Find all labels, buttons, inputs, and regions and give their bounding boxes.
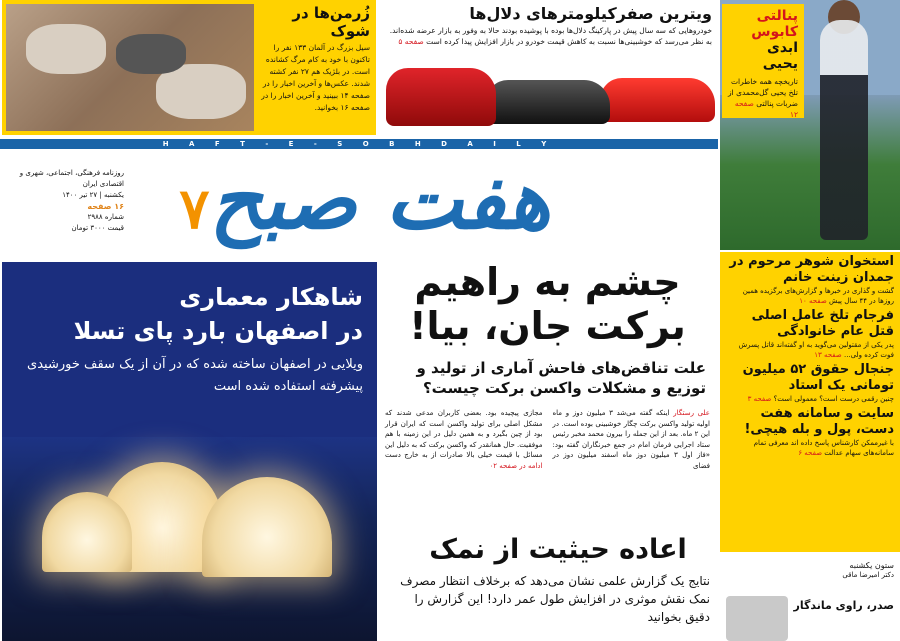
villa-dome	[42, 492, 132, 572]
news-item-title: فرجام تلخ عامل اصلی قتل عام خانوادگی	[751, 308, 894, 339]
lead-author: علی رستگار	[673, 409, 710, 417]
salt-story[interactable]	[385, 522, 710, 626]
column-label: ستون یکشنبه	[849, 561, 894, 570]
cars-teaser-body: خودروهایی که سه سال پیش در پارکینگ دلال‌ها بوده با پوشیده بودند حالا به وفور به بازار عرضه شده‌اند. به نظر می‌رسد که خوشبینی‌ها نسبت به کاهش قیمت خودرو در بازار افزایش پیدا کرده است	[389, 26, 712, 46]
lead-story[interactable]	[385, 260, 710, 471]
flood-teaser-title: زُرمن‌ها در شوک	[292, 4, 370, 40]
feature-title-1: شاهکار معماری	[179, 283, 363, 311]
feature-title-2: در اصفهان بارد پای تسلا	[73, 317, 363, 345]
author-avatar	[726, 596, 788, 641]
sport-teaser-box	[722, 4, 804, 118]
lead-col-2: مجازی پیچیده بود. بعضی کاربران مدعی شدند که مشکل اصلی برای تولید واکسن است که ایران قرار بود از چین بگیرد و به همین دلیل در این زمینه با هم موفقیت. حال همانقدر که واکسن برکت که به دلیل این مسائل با قیمت خیلی بالا صادرات از به خارج دست	[385, 409, 543, 459]
news-item-page: صفحه ۱۰	[799, 297, 827, 305]
issue-date: یکشنبه | ۲۷ تیر ۱۴۰۰	[62, 191, 124, 199]
column-title: صدر، راوی ماندگار	[793, 599, 894, 612]
news-item-body: پدر یکی از مقتولین می‌گوید به او گفته‌اند قاتل پسرش فوت کرده ولی...	[738, 341, 894, 359]
news-item-title: سایت و سامانه هفت دست، پول و بله هیچی!	[744, 406, 894, 437]
lead-subhead: علت تناقض‌های فاحش آماری از تولید و توزیع و مشکلات واکسن برکت چیست؟	[416, 359, 706, 397]
lead-col-1: اینکه گفته می‌شد ۳ میلیون دوز و ماه اولیه تولید واکسن برکت چگار خوشبینی بوده است. در این ۲ ماه. بعد از این جمله را بیرون محمد مخبر رئیس ستاد اجرایی فرمان امام در جمع خبرنگاران گفته بود: «فاز اول ۳ میلیون دوز ماه اسفند میلیون دوز در فضای	[552, 409, 710, 470]
news-item[interactable]	[726, 406, 894, 458]
black-sedan	[486, 80, 610, 124]
sport-teaser-page[interactable]: صفحه ۱۲	[734, 99, 798, 119]
red-sedan	[600, 78, 715, 122]
cars-teaser-page[interactable]: صفحه ۵	[398, 37, 424, 46]
issue-price: قیمت ۳۰۰۰ تومان	[71, 224, 124, 232]
overturned-car	[116, 34, 186, 74]
red-suv	[386, 68, 496, 126]
news-item-body: با غیرممکن کارشناس پاسخ داده اند معرفی تمام سامانه‌های سهام عدالت	[753, 439, 894, 457]
news-item-body: چنین رقمی درست است؟ معمولی است؟	[773, 395, 894, 403]
flood-teaser-body: سیل بزرگ در آلمان ۱۳۳ نفر را تاکنون با خود به کام مرگ کشانده است. در بلژیک هم ۲۷ نفر کشته شدند. عکس‌ها و آخرین اخبار را در صفحه ۱۴ ببینید و آخرین اخبار را در صفحه ۱۶ بخوانید.	[261, 43, 370, 112]
sport-teaser-body: تاریخچه همه خاطرات تلخ یحیی گل‌محمدی از ضربات پنالتی	[728, 77, 798, 108]
news-item[interactable]	[726, 362, 894, 404]
lead-headline-2: برکت جان، بیا!	[409, 304, 686, 348]
column-author: دکتر امیرضا ماقی	[842, 571, 894, 579]
lead-continued[interactable]: ادامه در صفحه ۰۲	[489, 461, 543, 470]
news-item-page: صفحه ۱۳	[814, 351, 842, 359]
lead-headline-1: چشم به راهیم	[414, 260, 681, 304]
news-item-body: گشت و گذاری در خبرها و گزارش‌های برگزیده همین روزها در ۴۴ سال پیش	[742, 287, 894, 305]
logo-text: هفت صبح	[209, 152, 551, 248]
flood-teaser[interactable]	[2, 0, 376, 135]
logo-seven: ۷	[179, 176, 210, 242]
architecture-feature[interactable]	[2, 262, 377, 641]
salt-headline: اعاده حیثیت از نمک	[429, 534, 687, 565]
page-count: ۱۶ صفحه	[87, 202, 124, 211]
sport-teaser-title-red: پنالتی کابوس	[751, 8, 798, 40]
salt-body: نتایج یک گزارش علمی نشان می‌دهد که برخلاف انتظار مصرف نمک نقش موثری در افزایش طول عمر دارد! این گزارش را دقیق بخوانید	[400, 574, 710, 624]
news-item[interactable]	[726, 254, 894, 306]
news-item-page: صفحه ۳	[747, 395, 772, 403]
masthead	[0, 150, 718, 250]
cars-teaser[interactable]	[378, 0, 718, 135]
news-item[interactable]	[726, 308, 894, 360]
cars-teaser-title: ویترین صفرکیلومترهای دلال‌ها	[469, 4, 712, 23]
issue-info	[4, 168, 124, 234]
sunday-column[interactable]	[720, 556, 900, 641]
coach-figure	[820, 20, 868, 240]
masthead-stripe: H A F T - E - S O B H D A I L Y	[0, 139, 718, 149]
newspaper-logo[interactable]	[150, 150, 580, 250]
sport-teaser-title: ابدی یحیی	[762, 40, 798, 72]
debris-shape	[26, 24, 106, 74]
right-news-column	[720, 252, 900, 552]
news-item-title: جنجال حقوق ۵۲ میلیون تومانی یک استاد	[742, 362, 894, 393]
news-item-title: استخوان شوهر مرحوم در جمدان زینت خانم	[729, 254, 894, 285]
news-item-page: صفحه ۶	[798, 449, 823, 457]
flood-photo	[6, 4, 254, 131]
issue-number: شماره ۲۹۸۸	[87, 213, 124, 221]
feature-body: ویلایی در اصفهان ساخته شده که در آن از یک سقف خورشیدی پیشرفته استفاده شده است	[27, 357, 363, 394]
paper-subtitle: روزنامه فرهنگی، اجتماعی، شهری و اقتصادی ایران	[19, 169, 124, 188]
